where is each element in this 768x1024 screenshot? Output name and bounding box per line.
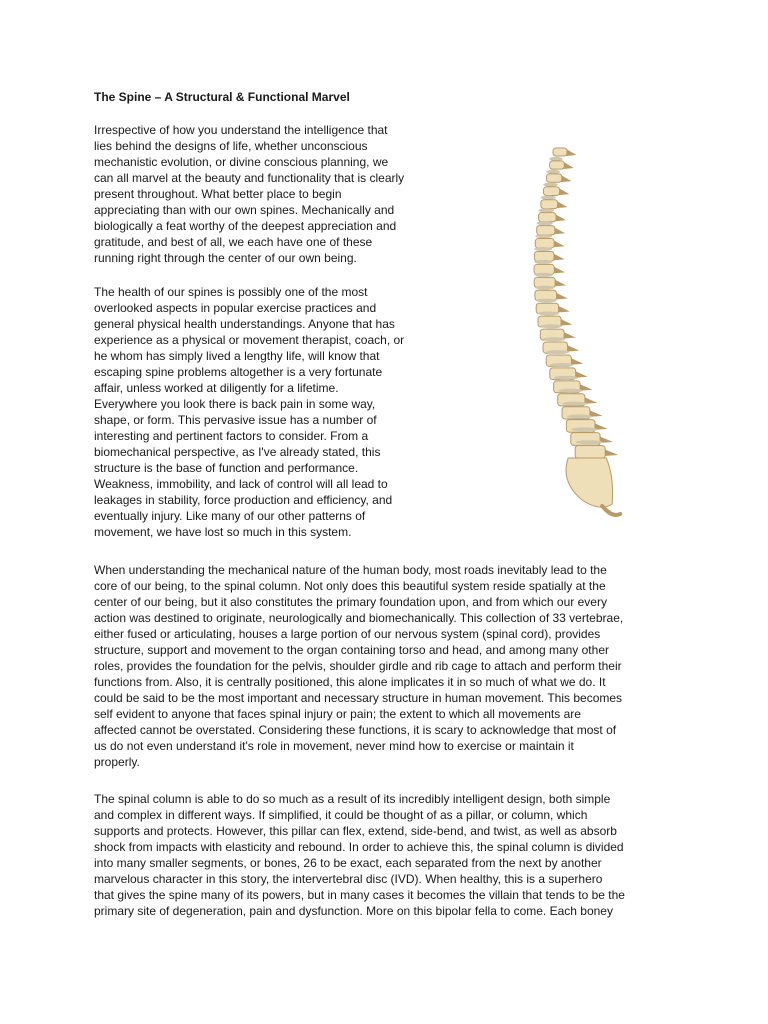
intervertebral-disc — [576, 440, 603, 444]
spinous-process — [556, 292, 568, 299]
text-line: affected cannot be overstated. Considering these functions, it is scary to acknowledge that most of — [94, 723, 617, 737]
coccyx — [602, 506, 620, 515]
spinous-process — [553, 240, 564, 247]
intervertebral-disc — [535, 234, 552, 238]
intervertebral-disc — [549, 157, 562, 161]
spinous-process — [554, 279, 566, 286]
vertebra — [541, 200, 558, 209]
intervertebral-disc — [540, 324, 561, 328]
vertebra — [539, 213, 556, 222]
vertebra — [535, 239, 554, 249]
spinous-process — [553, 253, 565, 260]
spinous-process — [560, 319, 573, 326]
text-line: affair, unless worked at diligently for a lifetime. — [94, 381, 339, 395]
text-line: Weakness, immobility, and lack of control will all lead to — [94, 477, 388, 491]
intervertebral-disc — [543, 183, 557, 187]
vertebra — [534, 251, 554, 261]
paragraph-2 — [94, 284, 404, 540]
text-line: either fused or articulating, houses a large portion of our nervous system (spinal cord), provides — [94, 627, 601, 641]
text-line: present throughout. What better place to begin — [94, 187, 342, 201]
text-line: action was destined to originate, neurologically and biomechanically. This collection of 33 vertebrae, — [94, 611, 624, 625]
text-line: lies behind the designs of life, whether unconscious — [94, 139, 368, 153]
text-line: movement, we have lost so much in this system. — [94, 525, 352, 539]
text-line: can all marvel at the beauty and functionality that is clearly — [94, 171, 405, 185]
text-line: properly. — [94, 755, 140, 769]
text-line: The health of our spines is possibly one of the most — [94, 285, 368, 299]
vertebra — [553, 148, 567, 156]
text-line: and complex in different ways. If simplified, it could be thought of as a pillar, or column, which — [94, 808, 588, 822]
spinous-process — [564, 162, 574, 169]
text-line: that gives the spine many of its powers, but in many cases it becomes the villain that tends to be the — [94, 888, 625, 902]
intervertebral-disc — [534, 273, 553, 277]
intervertebral-disc — [546, 170, 560, 174]
spinous-process — [566, 345, 579, 352]
text-line: appreciating than with our own spines. Mechanically and — [94, 203, 395, 217]
text-line: The spinal column is able to do so much as a result of its incredibly intelligent design, both simple — [94, 792, 611, 806]
intervertebral-disc — [567, 414, 593, 418]
intervertebral-disc — [546, 350, 569, 354]
spinous-process — [566, 149, 576, 156]
text-line: Irrespective of how you understand the intelligence that — [94, 123, 388, 137]
intervertebral-disc — [534, 247, 552, 251]
text-line: general physical health understandings. Anyone that has — [94, 317, 395, 331]
text-line: roles, provides the foundation for the pelvis, shoulder girdle and rib cage to attach and perform their — [94, 659, 622, 673]
text-line: leakages in stability, force production and efficiency, and — [94, 493, 393, 507]
intervertebral-disc — [571, 427, 597, 431]
intervertebral-disc — [536, 299, 556, 303]
spinous-process — [570, 358, 583, 365]
spinous-process — [574, 371, 587, 378]
text-line: structure, support and movement to the organ containing torso and head, and among many other — [94, 643, 609, 657]
spinous-process — [561, 175, 571, 182]
intervertebral-disc — [538, 311, 559, 315]
spinous-process — [554, 227, 565, 234]
text-line: center of our being, but it also constitutes the primary foundation upon, and from which our every — [94, 595, 607, 609]
text-line: escaping spine problems altogether is a very fortunate — [94, 365, 383, 379]
vertebra — [543, 187, 559, 196]
text-line: self evident to anyone that faces spinal injury or pain; the extent to which all movements are — [94, 707, 581, 721]
text-line: shape, or form. This pervasive issue has a number of — [94, 413, 377, 427]
spinous-process — [553, 266, 565, 273]
intervertebral-disc — [558, 389, 582, 393]
intervertebral-disc — [535, 286, 554, 290]
intervertebral-disc — [538, 208, 554, 212]
intervertebral-disc — [550, 363, 573, 367]
intervertebral-disc — [537, 221, 553, 225]
vertebra — [546, 174, 561, 182]
vertebra — [575, 446, 605, 459]
text-line: primary site of degeneration, pain and dysfunction. More on this bipolar fella to come. Each boney — [94, 904, 613, 918]
text-line: shock from impacts with elasticity and rebound. In order to achieve this, the spinal column is divided — [94, 840, 624, 854]
text-line: When understanding the mechanical nature of the human body, most roads inevitably lead to the — [94, 563, 607, 577]
sacrum — [566, 458, 613, 507]
text-line: eventually injury. Like many of our other patterns of — [94, 509, 366, 523]
paragraph-3 — [94, 562, 623, 770]
text-line: core of our being, to the spinal column. Not only does this beautiful system reside spatially at the — [94, 579, 606, 593]
intervertebral-disc — [562, 402, 587, 406]
text-line: us do not even understand it's role in movement, never mind how to exercise or maintain it — [94, 739, 574, 753]
page-title: The Spine – A Structural & Functional Marvel — [94, 90, 350, 104]
intervertebral-disc — [554, 376, 578, 380]
text-line: he whom has simply lived a lengthy life, will know that — [94, 349, 380, 363]
text-line: running right through the center of our own being. — [94, 251, 357, 265]
spinous-process — [557, 201, 568, 208]
spinous-process — [557, 306, 569, 313]
text-line: biologically a feat worthy of the deepest appreciation and — [94, 219, 397, 233]
text-line: mechanistic evolution, or divine conscious planning, we — [94, 155, 389, 169]
paragraph-1 — [94, 122, 404, 266]
spinous-process — [555, 214, 566, 221]
text-line: experience as a physical or movement therapist, coach, or — [94, 333, 405, 347]
intervertebral-disc — [543, 337, 565, 341]
text-line: overlooked aspects in popular exercise practices and — [94, 301, 377, 315]
text-line: into many smaller segments, or bones, 26 to be exact, each separated from the next by another — [94, 856, 602, 870]
text-line: Everywhere you look there is back pain in some way, — [94, 397, 376, 411]
spinous-process — [559, 188, 570, 195]
intervertebral-disc — [541, 196, 556, 200]
vertebra — [537, 226, 555, 235]
text-line: interesting and pertinent factors to consider. From a — [94, 429, 369, 443]
text-line: supports and protects. However, this pillar can flex, extend, side-bend, and twist, as well as absorb — [94, 824, 617, 838]
text-line: marvelous character in this story, the intervertebral disc (IVD). When healthy, this is a superhero — [94, 872, 603, 886]
text-line: could be said to be the most important and necessary structure in human movement. This becomes — [94, 691, 623, 705]
text-line: biomechanical perspective, as I've already stated, this — [94, 445, 381, 459]
intervertebral-disc — [534, 260, 552, 264]
text-line: structure is the base of function and performance. — [94, 461, 359, 475]
spine-illustration — [462, 138, 628, 522]
paragraph-4 — [94, 791, 625, 919]
spinous-process — [563, 332, 576, 339]
spinous-process — [604, 449, 619, 456]
text-line: functions from. Also, it is centrally positioned, this alone implicates it in so much of what we do. It — [94, 675, 606, 689]
vertebra — [550, 161, 565, 169]
text-line: gratitude, and best of all, we each have one of these — [94, 235, 373, 249]
